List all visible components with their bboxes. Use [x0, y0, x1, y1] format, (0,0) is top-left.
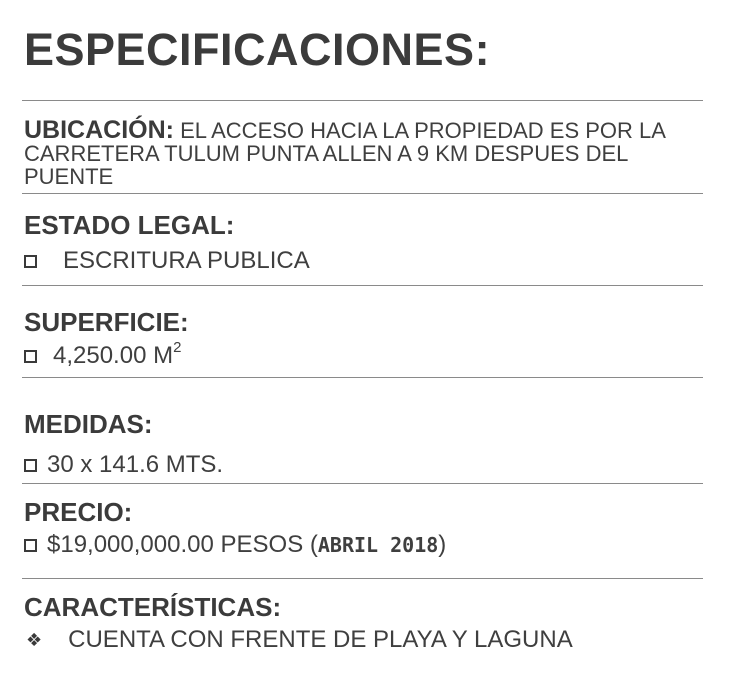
checkbox-icon [24, 255, 37, 268]
ubicacion-section [24, 116, 704, 189]
precio-value: $19,000,000.00 PESOS (ABRIL 2018) [47, 531, 447, 558]
caracteristicas-heading: CARACTERÍSTICAS: [24, 592, 282, 622]
medidas-item [24, 451, 223, 479]
divider [22, 285, 703, 286]
superficie-value: 4,250.00 $M^2$ [53, 339, 182, 369]
divider [22, 100, 703, 101]
estado-legal-heading: ESTADO LEGAL: [24, 210, 235, 240]
medidas-value: 30 x 141.6 MTS. [47, 451, 224, 478]
ubicacion-text: EL ACCESO HACIA LA PROPIEDAD ES POR LA CARRETERA TULUM PUNTA ALLEN A 9 KM DESPUES DEL PUENTE [24, 118, 665, 189]
superficie-item [24, 339, 182, 370]
checkbox-icon [24, 350, 37, 363]
estado-legal-item-text: ESCRITURA PUBLICA [63, 247, 310, 274]
caracteristicas-item [24, 626, 573, 654]
ubicacion-label: UBICACIÓN: [24, 116, 174, 144]
divider [22, 483, 703, 484]
divider [22, 377, 703, 378]
superscript: 2 [173, 339, 182, 356]
estado-legal-item [24, 247, 310, 275]
checkbox-icon [24, 459, 37, 472]
superficie-heading: SUPERFICIE: [24, 307, 189, 337]
precio-heading: PRECIO: [24, 497, 133, 527]
diamond-bullet-icon: ❖ [26, 629, 43, 650]
checkbox-icon [24, 539, 37, 552]
page-title: ESPECIFICACIONES: [24, 24, 491, 75]
medidas-heading: MEDIDAS: [24, 409, 153, 439]
caracteristicas-item-text: CUENTA CON FRENTE DE PLAYA Y LAGUNA [68, 626, 573, 653]
precio-item [24, 531, 446, 559]
precio-date: ABRIL 2018 [317, 533, 439, 557]
divider [22, 193, 703, 194]
divider [22, 578, 703, 579]
